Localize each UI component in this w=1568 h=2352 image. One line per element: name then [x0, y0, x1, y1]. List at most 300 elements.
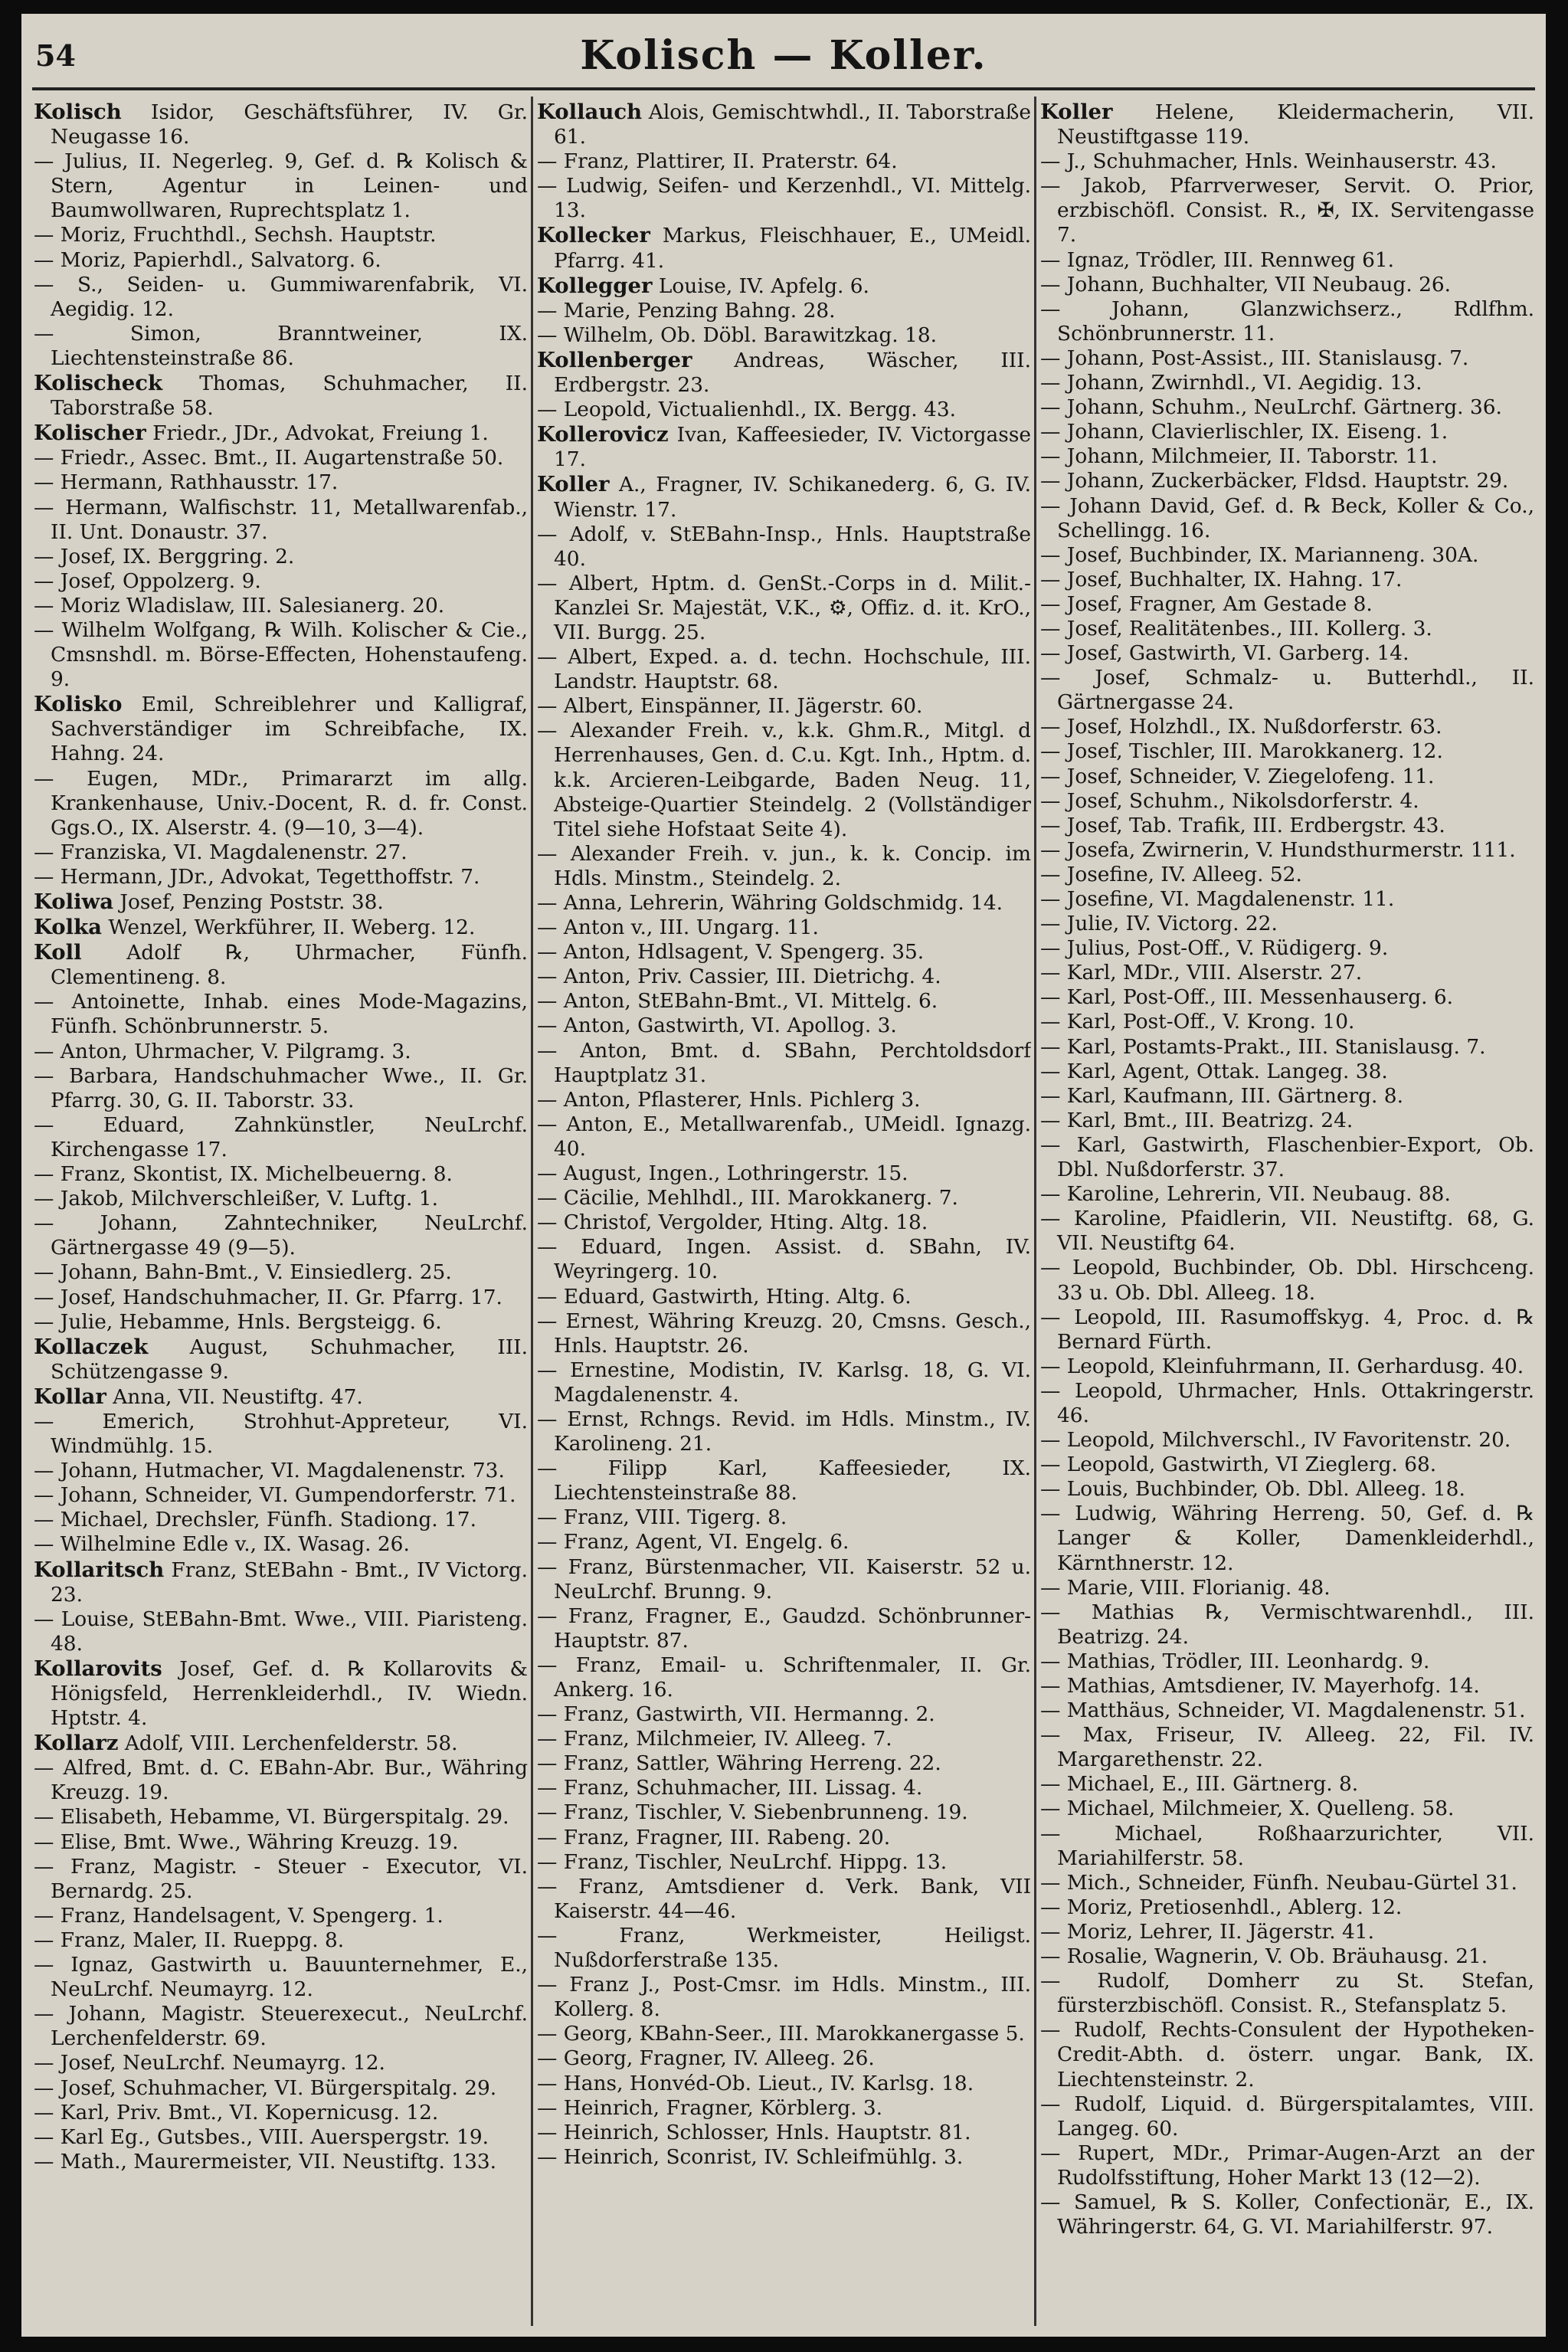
entry-text: — Johann, Schuhm., NeuLrchf. Gärtnerg. 36. — [1040, 395, 1502, 420]
entry-text: — Hermann, Rathhausstr. 17. — [34, 470, 339, 495]
entry-text: — Wilhelm, Ob. Döbl. Barawitzkag. 18. — [537, 323, 938, 347]
entry-text: — Eduard, Ingen. Assist. d. SBahn, IV. Weyringerg. 10. — [537, 1235, 1031, 1284]
entry-text: Franz, StEBahn - Bmt., IV Victorg. 23. — [51, 1558, 528, 1607]
directory-entry — [1040, 1256, 1534, 1305]
entry-text: — Ernest, Währing Kreuzg. 20, Cmsns. Gesch., Hnls. Hauptstr. 26. — [537, 1309, 1031, 1358]
directory-entry — [34, 1756, 528, 1805]
entry-text: Josef, Gef. d. ℞ Kollarovits & Hönigsfeld, Herrenkleiderhdl., IV. Wiedn. Hptstr. 4. — [51, 1656, 528, 1731]
entry-text: — Josefa, Zwirnerin, V. Hundsthurmerstr. 111. — [1040, 837, 1516, 862]
entry-text: — Eugen, MDr., Primararzt im allg. Krankenhause, Univ.-Docent, R. d. fr. Const. Ggs.O., IX. Alserstr. 4. (9—10, 3—4). — [34, 766, 528, 840]
entry-text: — Anton, Hdlsagent, V. Spengerg. 35. — [537, 940, 925, 965]
directory-entry — [537, 891, 1031, 916]
directory-entry — [1040, 1600, 1534, 1649]
directory-entry — [1040, 395, 1534, 420]
directory-entry — [34, 446, 528, 470]
entry-text: — Franz, Skontist, IX. Michelbeuerng. 8. — [34, 1162, 453, 1187]
surname-heading: Kollerovicz — [537, 422, 669, 447]
directory-entry — [1040, 371, 1534, 395]
surname-heading: Koller — [1040, 100, 1113, 124]
directory-entry — [1040, 2018, 1534, 2092]
surname-heading: Kollaritsch — [34, 1557, 165, 1582]
directory-entry — [537, 719, 1031, 841]
directory-entry — [537, 916, 1031, 940]
entry-text: — Franz, Sattler, Währing Herreng. 22. — [537, 1751, 941, 1776]
directory-entry — [34, 1830, 528, 1855]
entry-text: — Karl, Postamts-Prakt., III. Stanislausg. 7. — [1040, 1034, 1486, 1059]
entry-text: — Anton, E., Metallwarenfab., UMeidl. Ignazg. 40. — [537, 1112, 1031, 1161]
directory-entry — [34, 1286, 528, 1310]
directory-entry — [537, 1800, 1031, 1825]
directory-entry — [34, 1260, 528, 1285]
entry-text: — Max, Friseur, IV. Alleeg. 22, Fil. IV. Margarethenstr. 22. — [1040, 1723, 1534, 1772]
page-number: 54 — [35, 38, 76, 73]
entry-text: — Wilhelm Wolfgang, ℞ Wilh. Kolischer & Cie., Cmsnshdl. m. Börse-Effecten, Hohenstaufeng. 9. — [34, 617, 528, 692]
entry-text: — Moriz, Fruchthdl., Sechsh. Hauptstr. — [34, 223, 437, 247]
directory-entry — [1040, 592, 1534, 617]
directory-entry — [1040, 100, 1534, 149]
entry-text: — Josef, Handschuhmacher, II. Gr. Pfarrg. 17. — [34, 1285, 502, 1309]
directory-entry — [34, 865, 528, 889]
entry-text: — Math., Maurermeister, VII. Neustiftg. 133. — [34, 2149, 497, 2173]
directory-entry — [1040, 568, 1534, 592]
directory-entry — [34, 1384, 528, 1410]
entry-text: — Josefine, IV. Alleeg. 52. — [1040, 862, 1302, 886]
directory-entry — [34, 1187, 528, 1211]
directory-entry — [1040, 1379, 1534, 1428]
directory-entry — [537, 1924, 1031, 1973]
directory-entry — [537, 1505, 1031, 1530]
entry-text: Louise, IV. Apfelg. 6. — [652, 274, 869, 298]
entry-text: — Alexander Freih. v. jun., k. k. Concip. im Hdls. Minstm., Steindelg. 2. — [537, 841, 1031, 890]
directory-entry — [537, 1112, 1031, 1161]
page-header — [21, 25, 1546, 78]
directory-entry — [1040, 814, 1534, 838]
directory-entry — [34, 840, 528, 865]
entry-text: — Emerich, Strohhut-Appreteur, VI. Windmühlg. 15. — [34, 1409, 528, 1459]
entry-text: — Franz, Milchmeier, IV. Alleeg. 7. — [537, 1727, 892, 1751]
directory-entry — [34, 496, 528, 545]
directory-entry — [34, 421, 528, 446]
directory-entry — [1040, 1822, 1534, 1871]
directory-entry — [1040, 1428, 1534, 1453]
entry-text: — Franz, Bürstenmacher, VII. Kaiserstr. 52 u. NeuLrchf. Brunng. 9. — [537, 1554, 1031, 1603]
entry-text: — Franz, Tischler, V. Siebenbrunneng. 19. — [537, 1800, 968, 1825]
entry-text: — Karl Eg., Gutsbes., VIII. Auerspergstr. 19. — [34, 2124, 489, 2149]
entry-text: — Heinrich, Fragner, Körblerg. 3. — [537, 2095, 883, 2120]
entry-text: — Johann, Zwirnhdl., VI. Aegidig. 13. — [1040, 371, 1422, 395]
surname-heading: Kolisko — [34, 692, 123, 717]
surname-heading: Koller — [537, 472, 610, 497]
entry-text: — Leopold, Gastwirth, VI Zieglerg. 68. — [1040, 1453, 1437, 1477]
directory-entry — [537, 149, 1031, 174]
entry-text: — Josef, Schuhm., Nikolsdorferstr. 4. — [1040, 788, 1419, 813]
directory-entry — [34, 1335, 528, 1384]
directory-entry — [537, 965, 1031, 989]
directory-entry — [34, 2051, 528, 2075]
directory-entry — [1040, 961, 1534, 985]
surname-heading: Koliwa — [34, 889, 114, 914]
directory-entry — [34, 2150, 528, 2174]
directory-entry — [1040, 494, 1534, 543]
column-divider — [1034, 97, 1036, 2326]
entry-text: — Karl, Kaufmann, III. Gärtnerg. 8. — [1040, 1083, 1403, 1108]
directory-entry — [1040, 444, 1534, 469]
directory-entry — [34, 371, 528, 421]
directory-entry — [537, 1039, 1031, 1088]
entry-text: — Franz, Schuhmacher, III. Lissag. 4. — [537, 1776, 923, 1800]
directory-entry — [537, 100, 1031, 149]
entry-text: — Ernst, Rchngs. Revid. im Hdls. Minstm., IV. Karolineng. 21. — [537, 1407, 1031, 1456]
entry-text: — Johann, Buchhalter, VII Neubaug. 26. — [1040, 272, 1452, 296]
directory-entry — [537, 989, 1031, 1014]
entry-text: — Christof, Vergolder, Hting. Altg. 18. — [537, 1210, 928, 1235]
entry-text: — Franz J., Post-Cmsr. im Hdls. Minstm., III. Kollerg. 8. — [537, 1973, 1031, 2022]
entry-text: — Albert, Exped. a. d. techn. Hochschule, III. Landstr. Hauptstr. 68. — [537, 645, 1031, 694]
entry-text: — Rudolf, Domherr zu St. Stefan, fürsterzbischöfl. Consist. R., Stefansplatz 5. — [1040, 1969, 1534, 2018]
entry-text: — Franz, Maler, II. Rueppg. 8. — [34, 1928, 345, 1952]
directory-entry — [34, 1162, 528, 1187]
entry-text: — Marie, Penzing Bahng. 28. — [537, 298, 836, 323]
header-rule — [32, 87, 1535, 90]
directory-entry — [1040, 789, 1534, 814]
directory-entry — [537, 1653, 1031, 1702]
directory-entry — [537, 422, 1031, 472]
entry-text: — Karl, Post-Off., III. Messenhauserg. 6. — [1040, 985, 1454, 1010]
entry-text: August, Schuhmacher, III. Schützengasse 9. — [51, 1335, 528, 1384]
directory-entry — [537, 1456, 1031, 1505]
directory-entry — [1040, 765, 1534, 789]
directory-entry — [34, 2076, 528, 2101]
directory-entry — [34, 1558, 528, 1607]
directory-entry — [34, 1211, 528, 1260]
entry-text: — Josef, Tischler, III. Marokkanerg. 12. — [1040, 739, 1443, 764]
directory-entry — [537, 1210, 1031, 1235]
entry-text: Adolf ℞, Uhrmacher, Fünfh. Clementineng. 8. — [51, 941, 528, 990]
directory-entry — [537, 1088, 1031, 1112]
directory-entry — [537, 1161, 1031, 1186]
entry-text: — Adolf, v. StEBahn-Insp., Hnls. Hauptstraße 40. — [537, 522, 1031, 571]
directory-entry — [537, 398, 1031, 422]
directory-entry — [1040, 641, 1534, 666]
entry-text: — Franz, Fragner, E., Gaudzd. Schönbrunner-Hauptstr. 87. — [537, 1603, 1031, 1653]
entry-text: — Heinrich, Sconrist, IV. Schleifmühlg. 3. — [537, 2144, 964, 2169]
entry-text: — Jakob, Milchverschleißer, V. Luftg. 1. — [34, 1187, 438, 1211]
entry-text: — Michael, Roßhaarzurichter, VII. Mariahilferstr. 58. — [1040, 1821, 1534, 1870]
entry-text: Adolf, VIII. Lerchenfelderstr. 58. — [118, 1731, 458, 1756]
entry-text: — Louis, Buchbinder, Ob. Dbl. Alleeg. 18. — [1040, 1477, 1465, 1502]
directory-entry — [34, 990, 528, 1039]
entry-text: — Franz, VIII. Tigerg. 8. — [537, 1505, 787, 1530]
directory-entry — [537, 1850, 1031, 1875]
entry-text: — Anton, Bmt. d. SBahn, Perchtoldsdorf Hauptplatz 31. — [537, 1038, 1031, 1087]
entry-text: — Ernestine, Modistin, IV. Karlsg. 18, G. VI. Magdalenenstr. 4. — [537, 1358, 1031, 1407]
entry-text: — Julius, Post-Off., V. Rüdigerg. 9. — [1040, 936, 1389, 961]
directory-entry — [537, 1702, 1031, 1727]
directory-entry — [537, 572, 1031, 645]
surname-heading: Kollecker — [537, 223, 650, 248]
entry-text: — Josef, Buchhalter, IX. Hahng. 17. — [1040, 567, 1403, 591]
entry-text: — Johann, Clavierlischler, IX. Eiseng. 1. — [1040, 420, 1449, 444]
directory-entry — [1040, 2190, 1534, 2239]
directory-entry — [1040, 936, 1534, 961]
entry-text: A., Fragner, IV. Schikanederg. 6, G. IV. Wienstr. 17. — [554, 473, 1031, 522]
directory-entry — [1040, 1305, 1534, 1355]
directory-entry — [1040, 1182, 1534, 1207]
entry-text: — Franziska, VI. Magdalenenstr. 27. — [34, 840, 408, 864]
entry-text: — Franz, Plattirer, II. Praterstr. 64. — [537, 149, 898, 174]
directory-entry — [34, 1607, 528, 1656]
entry-text: — Julie, Hebamme, Hnls. Bergsteigg. 6. — [34, 1309, 442, 1334]
directory-entry — [1040, 1871, 1534, 1895]
directory-entry — [537, 2096, 1031, 2121]
column-1 — [34, 100, 528, 2325]
directory-entry — [1040, 985, 1534, 1010]
directory-entry — [1040, 1355, 1534, 1379]
entry-text: — S., Seiden- u. Gummiwarenfabrik, VI. Aegidig. 12. — [34, 272, 528, 321]
directory-entry — [1040, 739, 1534, 764]
entry-text: — Mathias, Trödler, III. Leonhardg. 9. — [1040, 1649, 1430, 1673]
entry-text: — Samuel, ℞ S. Koller, Confectionär, E., IX. Währingerstr. 64, G. VI. Mariahilferstr. 97. — [1040, 2190, 1534, 2239]
surname-heading: Kolisch — [34, 100, 122, 124]
entry-text: — Josef, Buchbinder, IX. Marianneng. 30A. — [1040, 542, 1479, 567]
entry-text: — Albert, Hptm. d. GenSt.-Corps in d. Milit.-Kanzlei Sr. Majestät, V.K., ⚙, Offiz. d. it. KrO., VII. Burgg. 25. — [537, 571, 1031, 644]
directory-entry — [1040, 1477, 1534, 1502]
entry-text: — Johann David, Gef. d. ℞ Beck, Koller & Co., Schellingg. 16. — [1040, 493, 1534, 542]
directory-entry — [1040, 912, 1534, 936]
entry-text: — Moriz, Pretiosenhdl., Ablerg. 12. — [1040, 1895, 1403, 1919]
entry-text: — Wilhelmine Edle v., IX. Wasag. 26. — [34, 1532, 410, 1557]
entry-text: — Franz, Tischler, NeuLrchf. Hippg. 13. — [537, 1849, 948, 1874]
entry-text: — Karl, Bmt., III. Beatrizg. 24. — [1040, 1108, 1354, 1132]
directory-entry — [537, 842, 1031, 891]
directory-entry — [1040, 1772, 1534, 1797]
entry-text: — Eduard, Zahnkünstler, NeuLrchf. Kirchengasse 17. — [34, 1112, 528, 1161]
entry-text: — Filipp Karl, Kaffeesieder, IX. Liechtensteinstraße 88. — [537, 1456, 1031, 1505]
entry-text: Josef, Penzing Poststr. 38. — [113, 890, 384, 914]
directory-entry — [537, 2072, 1031, 2096]
entry-text: — Ignaz, Gastwirth u. Bauunternehmer, E., NeuLrchf. Neumayrg. 12. — [34, 1953, 528, 2002]
entry-text: — J., Schuhmacher, Hnls. Weinhauserstr. 43. — [1040, 149, 1497, 174]
column-divider — [531, 97, 533, 2326]
directory-entry — [1040, 1084, 1534, 1109]
entry-text: — Jakob, Pfarrverweser, Servit. O. Prior, erzbischöfl. Consist. R., ✠, IX. Servitengasse 7. — [1040, 174, 1534, 247]
directory-entry — [537, 1285, 1031, 1309]
entry-text: — Georg, KBahn-Seer., III. Marokkanergasse 5. — [537, 2022, 1025, 2046]
directory-entry — [537, 1826, 1031, 1850]
directory-entry — [34, 2101, 528, 2125]
directory-entry — [1040, 666, 1534, 715]
surname-heading: Kollenberger — [537, 347, 692, 372]
entry-text: Alois, Gemischtwhdl., II. Taborstraße 61. — [554, 100, 1031, 149]
directory-entry — [537, 1235, 1031, 1284]
entry-text: — Karoline, Pfaidlerin, VII. Neustiftg. 68, G. VII. Neustiftg 64. — [1040, 1207, 1534, 1256]
entry-text: — Hermann, JDr., Advokat, Tegetthoffstr. 7. — [34, 864, 480, 889]
column-3 — [1040, 100, 1534, 2325]
surname-heading: Kolischeck — [34, 371, 163, 396]
entry-text: — Johann, Glanzwichserz., Rdlfhm. Schönbrunnerstr. 11. — [1040, 296, 1534, 346]
entry-text: — Mathias ℞, Vermischtwarenhdl., III. Beatrizg. 24. — [1040, 1600, 1534, 1649]
entry-text: Friedr., JDr., Advokat, Freiung 1. — [146, 421, 489, 446]
entry-text: — Louise, StEBahn-Bmt. Wwe., VIII. Piaristeng. 48. — [34, 1607, 528, 1656]
entry-text: — Josef, Gastwirth, VI. Garberg. 14. — [1040, 641, 1409, 666]
entry-text: — Rudolf, Liquid. d. Bürgerspitalamtes, VIII. Langeg. 60. — [1040, 2092, 1534, 2141]
entry-text: — Anna, Lehrerin, Währing Goldschmidg. 14. — [537, 891, 1003, 915]
directory-entry — [34, 915, 528, 940]
entry-text: — Leopold, Kleinfuhrmann, II. Gerhardusg. 40. — [1040, 1354, 1524, 1378]
directory-entry — [34, 1904, 528, 1928]
entry-text: Helene, Kleidermacherin, VII. Neustiftgasse 119. — [1057, 100, 1534, 149]
entry-text: — Johann, Bahn-Bmt., V. Einsiedlerg. 25. — [34, 1260, 452, 1285]
directory-entry — [34, 248, 528, 273]
entry-text: — Franz, Agent, VI. Engelg. 6. — [537, 1530, 849, 1554]
directory-entry — [1040, 617, 1534, 641]
directory-entry — [34, 223, 528, 247]
entry-text: — Michael, Drechsler, Fünfh. Stadiong. 17. — [34, 1508, 476, 1532]
entry-text: — Leopold, Buchbinder, Ob. Dbl. Hirschceng. 33 u. Ob. Dbl. Alleeg. 18. — [1040, 1256, 1534, 1305]
directory-entry — [537, 694, 1031, 719]
directory-entry — [537, 1186, 1031, 1210]
entry-text: — Anton v., III. Ungarg. 11. — [537, 916, 819, 940]
entry-text: — Anton, Gastwirth, VI. Apollog. 3. — [537, 1014, 897, 1038]
entry-text: — Julius, II. Negerleg. 9, Gef. d. ℞ Kolisch & Stern, Agentur in Leinen- und Baumwollwaren, Ruprechtsplatz 1. — [34, 149, 528, 223]
directory-entry — [34, 322, 528, 371]
entry-text: — Michael, E., III. Gärtnerg. 8. — [1040, 1772, 1359, 1797]
directory-entry — [537, 274, 1031, 299]
directory-entry — [1040, 346, 1534, 371]
entry-text: — Josef, IX. Berggring. 2. — [34, 544, 295, 568]
directory-entry — [1040, 1674, 1534, 1698]
directory-entry — [1040, 1133, 1534, 1182]
entry-text: — Franz, Gastwirth, VII. Hermanng. 2. — [537, 1702, 935, 1727]
entry-text: — Moriz, Lehrer, II. Jägerstr. 41. — [1040, 1919, 1374, 1944]
directory-entry — [537, 2046, 1031, 2071]
directory-entry — [537, 299, 1031, 323]
entry-text: Ivan, Kaffeesieder, IV. Victorgasse 17. — [554, 423, 1031, 472]
directory-entry — [1040, 1969, 1534, 2018]
directory-entry — [537, 2022, 1031, 2046]
directory-entry — [34, 1855, 528, 1904]
entry-text: Andreas, Wäscher, III. Erdbergstr. 23. — [554, 348, 1031, 398]
entry-text: — Franz, Amtsdiener d. Verk. Bank, VII Kaiserstr. 44—46. — [537, 1874, 1031, 1923]
directory-entry — [34, 100, 528, 149]
directory-entry — [537, 348, 1031, 398]
entry-text: — Josef, Tab. Trafik, III. Erdbergstr. 43. — [1040, 813, 1445, 837]
directory-entry — [1040, 838, 1534, 863]
directory-entry — [1040, 469, 1534, 493]
directory-entry — [34, 1805, 528, 1830]
directory-entry — [34, 1532, 528, 1557]
surname-heading: Kollauch — [537, 100, 643, 124]
entry-text: — Matthäus, Schneider, VI. Magdalenenstr. 51. — [1040, 1698, 1526, 1723]
page-title: Kolisch — Koller. — [580, 32, 987, 79]
directory-entry — [1040, 2092, 1534, 2141]
directory-entry — [1040, 297, 1534, 346]
entry-text: — Rupert, MDr., Primar-Augen-Arzt an der Rudolfsstiftung, Hoher Markt 13 (12—2). — [1040, 2141, 1534, 2190]
surname-heading: Koll — [34, 940, 82, 965]
entry-text: — Josef, Realitätenbes., III. Kollerg. 3. — [1040, 616, 1432, 640]
entry-text: — Friedr., Assec. Bmt., II. Augartenstraße 50. — [34, 446, 504, 470]
entry-text: — Franz, Email- u. Schriftenmaler, II. Gr. Ankerg. 16. — [537, 1653, 1031, 1702]
directory-entry — [537, 1014, 1031, 1038]
directory-entry — [537, 323, 1031, 348]
directory-entry — [537, 1358, 1031, 1407]
directory-entry — [34, 618, 528, 692]
directory-page — [21, 14, 1546, 2337]
entry-text: — Josef, Schneider, V. Ziegelofeng. 11. — [1040, 764, 1435, 788]
directory-entry — [537, 1530, 1031, 1554]
directory-entry — [537, 645, 1031, 694]
entry-text: — Johann, Post-Assist., III. Stanislausg. 7. — [1040, 346, 1469, 370]
entry-text: — Karl, Priv. Bmt., VI. Kopernicusg. 12. — [34, 2100, 439, 2124]
entry-text: — Simon, Branntweiner, IX. Liechtensteinstraße 86. — [34, 321, 528, 370]
entry-text: — Leopold, Uhrmacher, Hnls. Ottakringerstr. 46. — [1040, 1378, 1534, 1427]
directory-entry — [1040, 543, 1534, 568]
entry-text: — Elisabeth, Hebamme, VI. Bürgerspitalg. 29. — [34, 1805, 509, 1830]
directory-entry — [537, 1407, 1031, 1456]
entry-text: — Marie, VIII. Florianig. 48. — [1040, 1575, 1331, 1600]
entry-text: — Franz, Magistr. - Steuer - Executor, VI. Bernardg. 25. — [34, 1854, 528, 1903]
entry-text: — Moriz Wladislaw, III. Salesianerg. 20. — [34, 593, 445, 617]
entry-text: — Josef, Schmalz- u. Butterhdl., II. Gärtnergasse 24. — [1040, 666, 1534, 715]
entry-text: Markus, Fleischhauer, E., UMeidl. Pfarrg. 41. — [554, 224, 1031, 273]
entry-text: — Moriz, Papierhdl., Salvatorg. 6. — [34, 247, 381, 272]
directory-entry — [34, 1508, 528, 1532]
entry-text: — Karl, Post-Off., V. Krong. 10. — [1040, 1010, 1355, 1034]
directory-entry — [537, 1875, 1031, 1924]
directory-entry — [1040, 1502, 1534, 1575]
directory-entry — [34, 1483, 528, 1508]
entry-text: — Josefine, VI. Magdalenenstr. 11. — [1040, 887, 1395, 911]
entry-text: — Ignaz, Trödler, III. Rennweg 61. — [1040, 247, 1395, 272]
directory-entry — [1040, 1109, 1534, 1133]
entry-text: — Alfred, Bmt. d. C. EBahn-Abr. Bur., Währing Kreuzg. 19. — [34, 1756, 528, 1805]
entry-text: — Leopold, III. Rasumoffskyg. 4, Proc. d. ℞ Bernard Fürth. — [1040, 1305, 1534, 1354]
directory-entry — [1040, 273, 1534, 297]
directory-entry — [34, 273, 528, 322]
surname-heading: Kollaczek — [34, 1334, 149, 1359]
entry-text: Thomas, Schuhmacher, II. Taborstraße 58. — [51, 372, 528, 421]
directory-entry — [34, 569, 528, 594]
entry-text: — Johann, Zahntechniker, NeuLrchf. Gärtnergasse 49 (9—5). — [34, 1211, 528, 1260]
directory-entry — [1040, 1035, 1534, 1060]
entry-text: — Heinrich, Schlosser, Hnls. Hauptstr. 81. — [537, 2120, 971, 2144]
directory-entry — [537, 1973, 1031, 2022]
entry-text: — Rudolf, Rechts-Consulent der Hypotheken-Credit-Abth. d. österr. ungar. Bank, IX. Liechtensteinstr. 2. — [1040, 2018, 1534, 2092]
directory-entry — [34, 1410, 528, 1459]
entry-text: — Anton, StEBahn-Bmt., VI. Mittelg. 6. — [537, 989, 938, 1014]
directory-entry — [34, 889, 528, 915]
entry-text: Wenzel, Werkführer, II. Weberg. 12. — [101, 916, 476, 940]
directory-entry — [34, 1459, 528, 1483]
directory-entry — [537, 1727, 1031, 1751]
directory-entry — [34, 692, 528, 766]
directory-entry — [34, 149, 528, 223]
entry-text: — Anton, Uhrmacher, V. Pilgramg. 3. — [34, 1039, 411, 1063]
directory-entry — [34, 1953, 528, 2002]
directory-entry — [537, 1309, 1031, 1358]
directory-entry — [537, 1555, 1031, 1604]
directory-entry — [537, 522, 1031, 572]
directory-entry — [1040, 1060, 1534, 1084]
entry-text: — Rosalie, Wagnerin, V. Ob. Bräuhausg. 21. — [1040, 1944, 1488, 1969]
entry-text: — Karl, Agent, Ottak. Langeg. 38. — [1040, 1059, 1388, 1083]
entry-text: — Franz, Fragner, III. Rabeng. 20. — [537, 1825, 891, 1849]
entry-text: — Karl, Gastwirth, Flaschenbier-Export, Ob. Dbl. Nußdorferstr. 37. — [1040, 1132, 1534, 1182]
entry-text: — Mathias, Amtsdiener, IV. Mayerhofg. 14. — [1040, 1674, 1480, 1698]
directory-entry — [1040, 1895, 1534, 1920]
entry-text: — Barbara, Handschuhmacher Wwe., II. Gr. Pfarrg. 30, G. II. Taborstr. 33. — [34, 1063, 528, 1112]
entry-text: Isidor, Geschäftsführer, IV. Gr. Neugasse 16. — [51, 100, 528, 149]
